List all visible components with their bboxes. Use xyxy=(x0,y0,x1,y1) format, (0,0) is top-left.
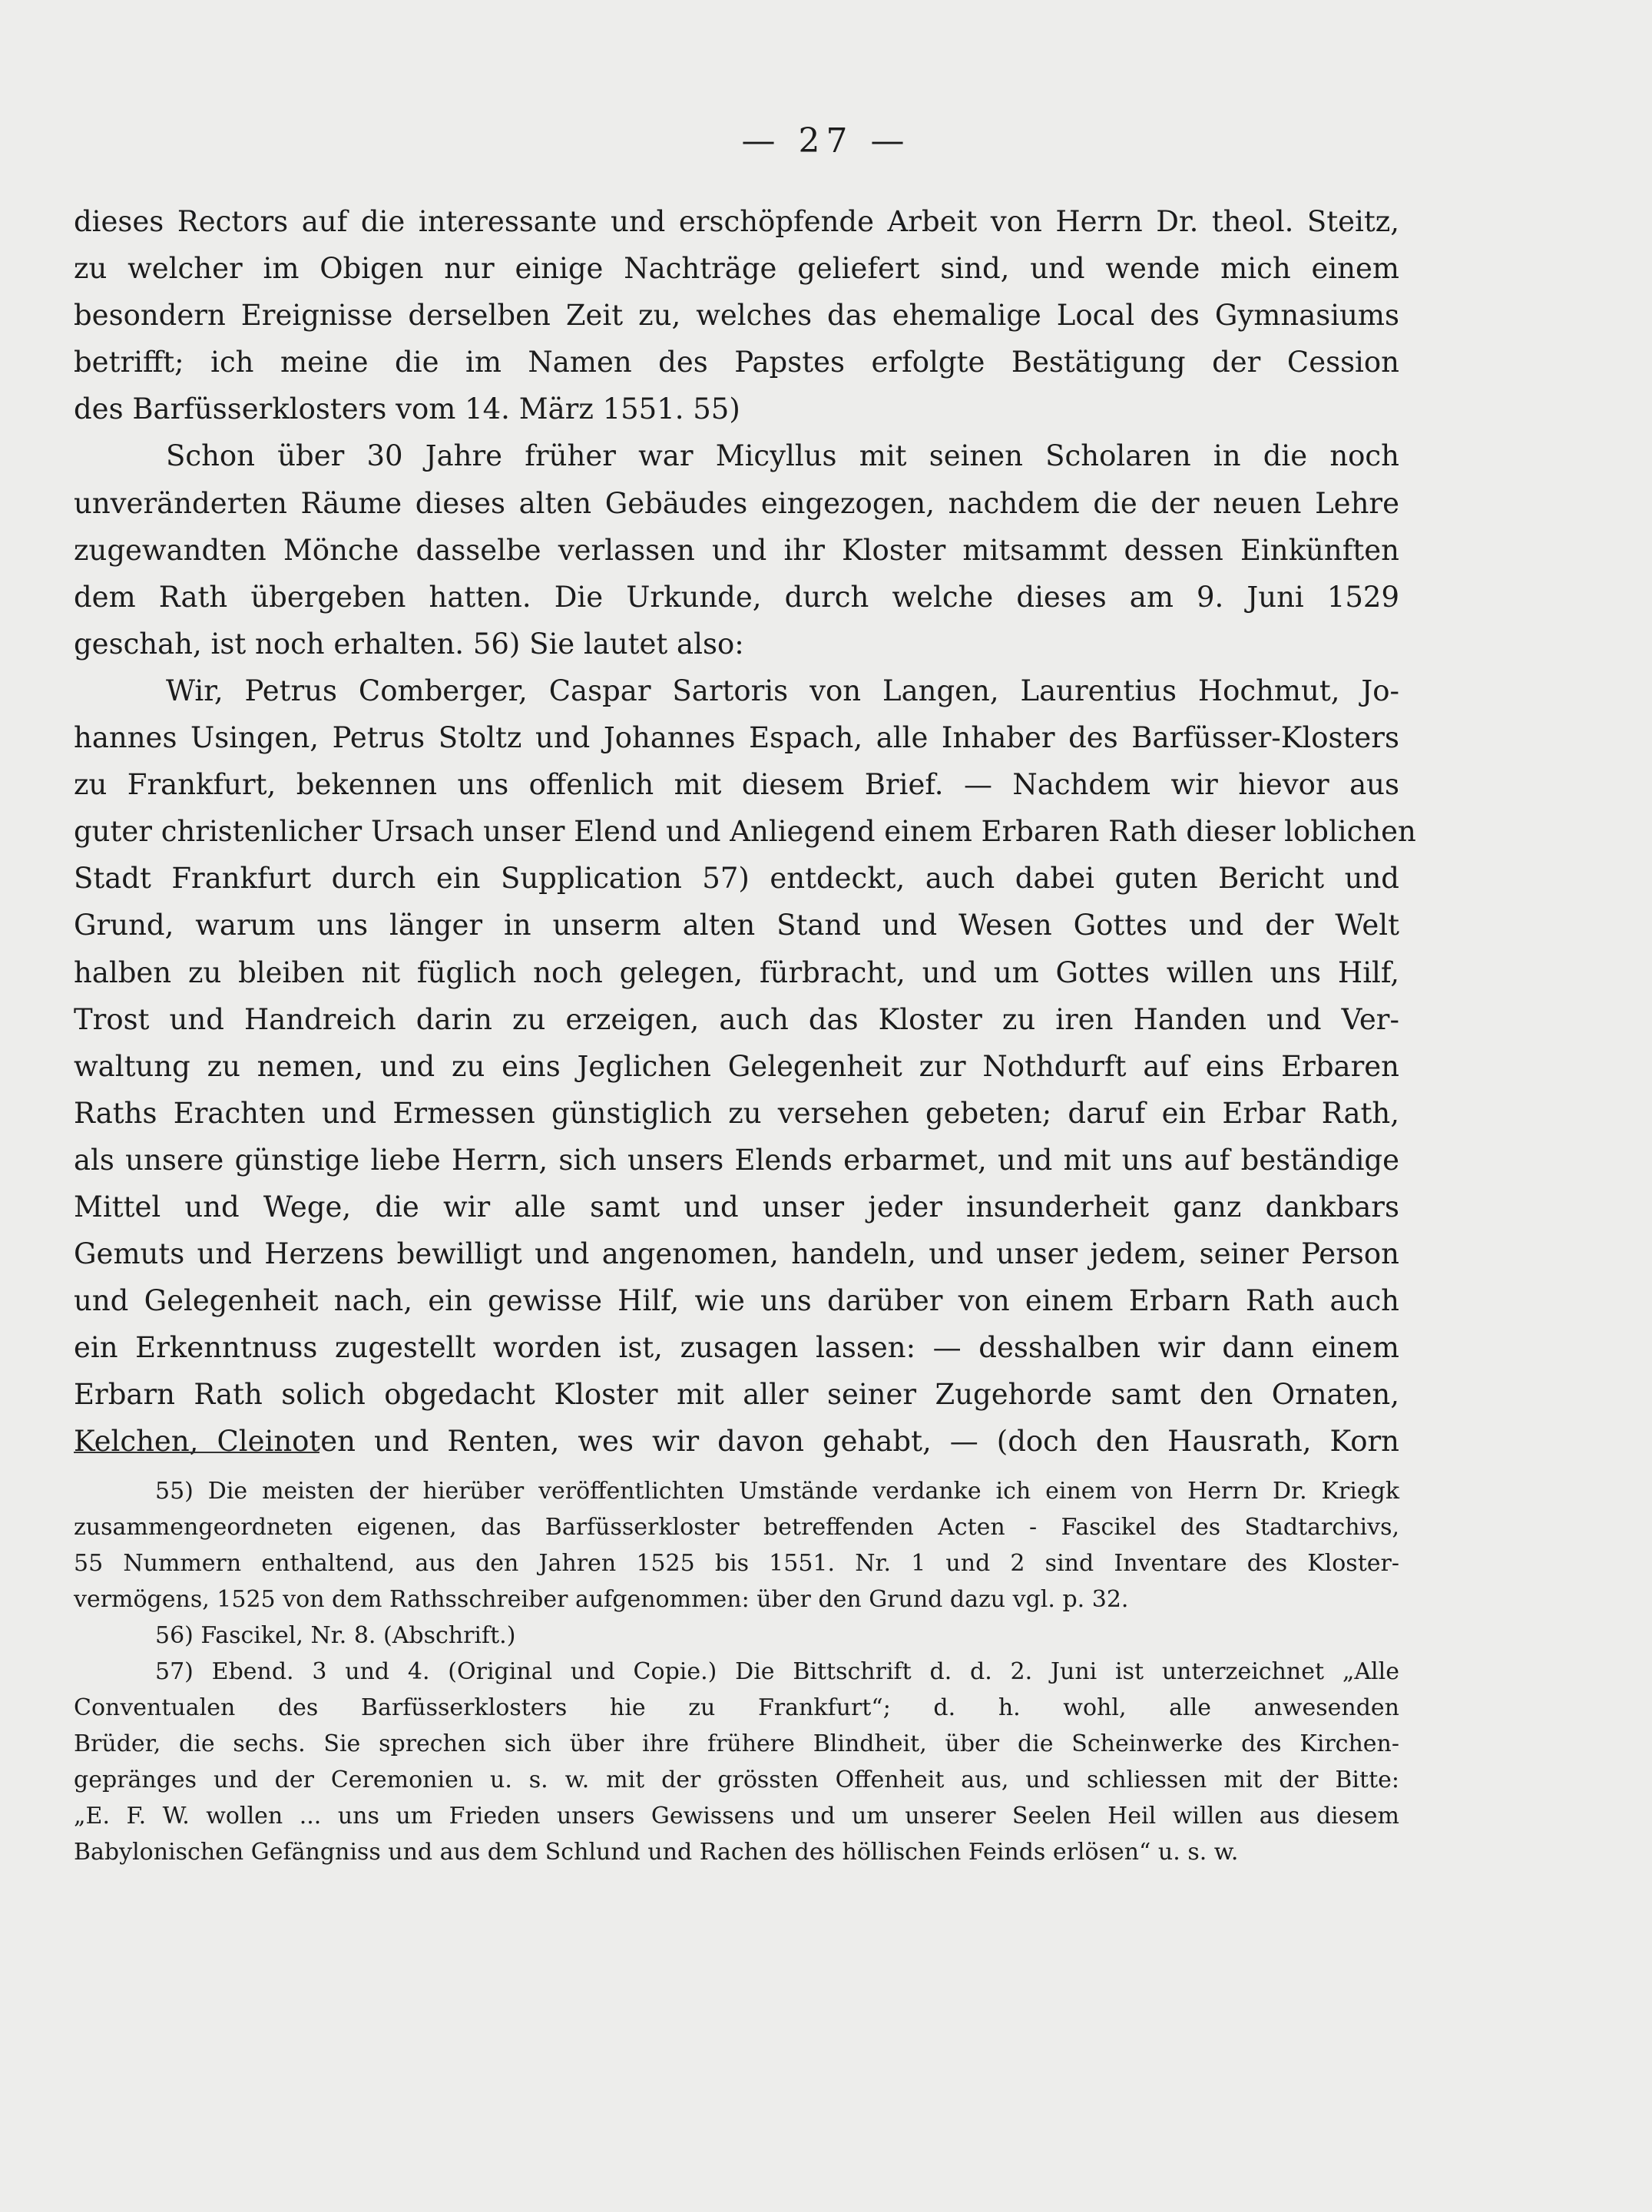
footnote-line-9: gepränges und der Ceremonien u. s. w. mit der grössten Offenheit aus, und schliessen mit der Bitte: xyxy=(74,1767,1399,1793)
body-line-1: dieses Rectors auf die interessante und erschöpfende Arbeit von Herrn Dr. theol. Steitz, xyxy=(74,205,1399,238)
body-line-12: hannes Usingen, Petrus Stoltz und Johannes Espach, alle Inhaber des Barfüsser-Klosters xyxy=(74,721,1399,755)
body-line-9: dem Rath übergeben hatten. Die Urkunde, durch welche dieses am 9. Juni 1529 xyxy=(74,580,1399,614)
body-line-16: Grund, warum uns länger in unserm alten Stand und Wesen Gottes und der Welt xyxy=(74,909,1399,942)
body-line-27: Kelchen, Cleinoten und Renten, wes wir davon gehabt, — (doch den Hausrath, Korn xyxy=(74,1425,1399,1459)
body-line-6: Schon über 30 Jahre früher war Micyllus mit seinen Scholaren in die noch xyxy=(166,439,1399,473)
body-line-26: Erbarn Rath solich obgedacht Kloster mit aller seiner Zugehorde samt den Ornaten, xyxy=(74,1378,1399,1412)
body-line-17: halben zu bleiben nit füglich noch gelegen, fürbracht, und um Gottes willen uns Hilf, xyxy=(74,955,1399,989)
body-line-3: besondern Ereignisse derselben Zeit zu, welches das ehemalige Local des Gymnasiums xyxy=(74,299,1399,333)
footnote-line-11: Babylonischen Gefängniss und aus dem Schlund und Rachen des höllischen Feinds erlösen“ u. s. w. xyxy=(74,1839,1239,1866)
body-line-19: waltung zu nemen, und zu eins Jeglichen Gelegenheit zur Nothdurft auf eins Erbaren xyxy=(74,1049,1399,1083)
footnote-line-5: 56) Fascikel, Nr. 8. (Abschrift.) xyxy=(155,1622,516,1649)
body-line-22: Mittel und Wege, die wir alle samt und unser jeder insunderheit ganz dankbars xyxy=(74,1190,1399,1224)
body-line-21: als unsere günstige liebe Herrn, sich unsers Elends erbarmet, und mit uns auf beständige xyxy=(74,1143,1399,1177)
footnote-line-6: 57) Ebend. 3 und 4. (Original und Copie.) Die Bittschrift d. d. 2. Juni ist unterzeichnet „Alle xyxy=(155,1658,1399,1685)
footnote-line-10: „E. F. W. wollen ... uns um Frieden unsers Gewissens und um unserer Seelen Heil willen aus diesem xyxy=(74,1803,1399,1830)
body-line-2: zu welcher im Obigen nur einige Nachträge geliefert sind, und wende mich einem xyxy=(74,252,1399,286)
body-line-20: Raths Erachten und Ermessen günstiglich zu versehen gebeten; daruf ein Erbar Rath, xyxy=(74,1096,1399,1130)
footnote-rule xyxy=(74,1452,319,1453)
body-line-14: guter christenlicher Ursach unser Elend und Anliegend einem Erbaren Rath dieser loblichen xyxy=(74,815,1416,849)
body-line-4: betrifft; ich meine die im Namen des Papstes erfolgte Bestätigung der Cession xyxy=(74,346,1399,379)
body-line-25: ein Erkenntnuss zugestellt worden ist, zusagen lassen: — desshalben wir dann einem xyxy=(74,1331,1399,1365)
body-line-11: Wir, Petrus Comberger, Caspar Sartoris von Langen, Laurentius Hochmut, Jo- xyxy=(166,674,1399,707)
footnote-line-7: Conventualen des Barfüsserklosters hie zu Frankfurt“; d. h. wohl, alle anwesenden xyxy=(74,1694,1399,1721)
page-number: — 27 — xyxy=(741,121,911,161)
body-line-10: geschah, ist noch erhalten. 56) Sie lautet also: xyxy=(74,627,744,661)
body-line-8: zugewandten Mönche dasselbe verlassen und ihr Kloster mitsammt dessen Einkünften xyxy=(74,533,1399,567)
footnote-line-3: 55 Nummern enthaltend, aus den Jahren 1525 bis 1551. Nr. 1 und 2 sind Inventare des Kloster- xyxy=(74,1550,1399,1577)
body-line-7: unveränderten Räume dieses alten Gebäudes eingezogen, nachdem die der neuen Lehre xyxy=(74,486,1399,520)
body-line-13: zu Frankfurt, bekennen uns offenlich mit diesem Brief. — Nachdem wir hievor aus xyxy=(74,768,1399,802)
footnote-line-2: zusammengeordneten eigenen, das Barfüsserkloster betreffenden Acten - Fascikel des Stadtarchivs, xyxy=(74,1514,1399,1541)
footnote-line-8: Brüder, die sechs. Sie sprechen sich über ihre frühere Blindheit, über die Scheinwerke des Kirchen- xyxy=(74,1730,1399,1757)
body-line-5: des Barfüsserklosters vom 14. März 1551. 55) xyxy=(74,392,740,426)
body-line-15: Stadt Frankfurt durch ein Supplication 57) entdeckt, auch dabei guten Bericht und xyxy=(74,862,1399,896)
body-text xyxy=(74,198,1416,1465)
footnote-line-4: vermögens, 1525 von dem Rathsschreiber aufgenommen: über den Grund dazu vgl. p. 32. xyxy=(74,1586,1129,1613)
body-line-18: Trost und Handreich darin zu erzeigen, auch das Kloster zu iren Handen und Ver- xyxy=(74,1002,1399,1036)
footnotes xyxy=(74,1473,1399,1870)
body-line-24: und Gelegenheit nach, ein gewisse Hilf, wie uns darüber von einem Erbarn Rath auch xyxy=(74,1284,1399,1318)
footnote-line-1: 55) Die meisten der hierüber veröffentlichten Umstände verdanke ich einem von Herrn Dr. Kriegk xyxy=(155,1478,1399,1505)
body-line-23: Gemuts und Herzens bewilligt und angenomen, handeln, und unser jedem, seiner Person xyxy=(74,1237,1399,1271)
